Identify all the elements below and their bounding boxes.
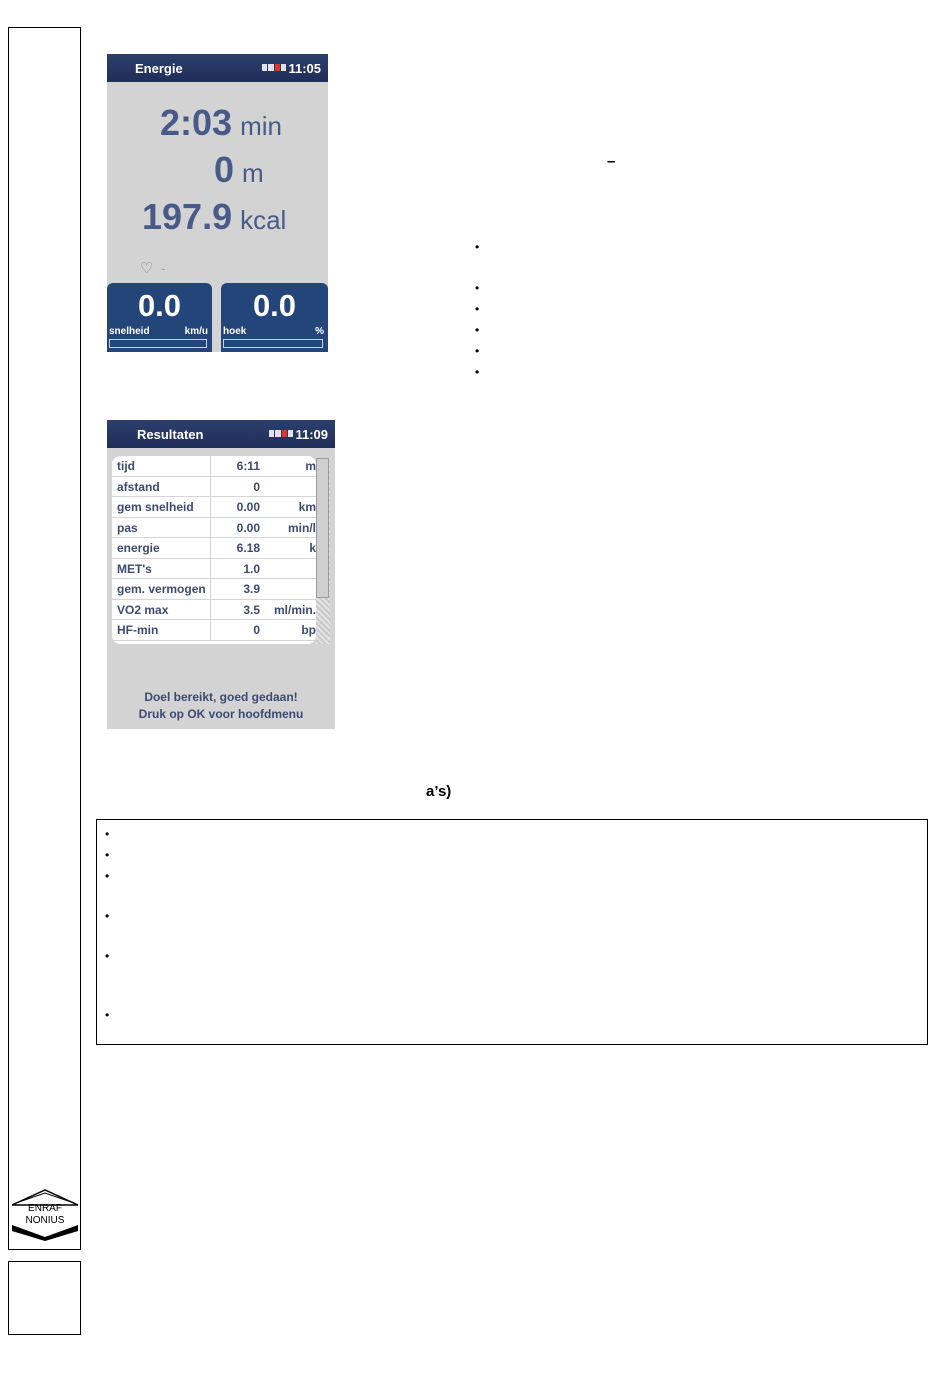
margin-frame-bottom — [8, 1261, 81, 1335]
bullet-point: • — [475, 344, 480, 358]
incline-tile: 0.0 hoek % — [221, 283, 328, 352]
row-label: afstand — [117, 479, 160, 494]
results-screen-header — [107, 420, 335, 448]
row-label: VO2 max — [117, 602, 169, 617]
column-divider — [210, 620, 211, 640]
row-value: 6:11 — [236, 459, 260, 473]
row-label: tijd — [117, 459, 135, 473]
row-unit: m — [305, 459, 316, 473]
table-row — [112, 620, 316, 641]
row-value: 0 — [253, 479, 260, 494]
column-divider — [210, 600, 211, 620]
row-unit: k — [309, 541, 316, 555]
heart-rate-value: - — [162, 264, 165, 274]
row-value: 1.0 — [243, 561, 260, 576]
column-divider — [210, 456, 211, 476]
column-divider — [210, 559, 211, 579]
table-row — [112, 518, 316, 539]
table-row — [112, 477, 316, 498]
results-table — [112, 456, 316, 644]
time-readout: 2:03 min — [160, 102, 282, 143]
scrollbar-thumb[interactable] — [316, 458, 329, 598]
table-row — [112, 456, 316, 477]
row-label: gem snelheid — [117, 500, 194, 514]
row-value: 6.18 — [236, 541, 260, 555]
energy-screen-header — [107, 54, 328, 82]
row-unit: ml/min. — [273, 602, 316, 617]
bullet-point: • — [105, 1008, 110, 1022]
clock-time: 11:09 — [295, 427, 328, 442]
bullet-point: • — [475, 323, 480, 337]
table-row — [112, 497, 316, 518]
table-row — [112, 559, 316, 580]
results-scrollbar[interactable] — [316, 458, 330, 644]
results-screen — [107, 420, 335, 729]
battery-icon — [262, 64, 286, 71]
row-label: MET's — [117, 561, 152, 576]
clock-time: 11:05 — [288, 61, 321, 76]
enraf-nonius-logo — [10, 1187, 80, 1241]
bullet-point: • — [105, 949, 110, 963]
bullet-point: • — [105, 848, 110, 862]
row-value: 0.00 — [236, 500, 260, 514]
speed-tile: 0.0 snelheid km/u — [107, 283, 212, 352]
svg-text:ENRAF: ENRAF — [28, 1203, 62, 1214]
bullet-frame-box — [96, 819, 928, 1045]
row-unit: km — [298, 500, 316, 514]
incline-bar — [223, 339, 323, 348]
table-row — [112, 538, 316, 559]
column-divider — [210, 518, 211, 538]
energy-readout: 197.9 kcal — [142, 196, 287, 237]
goal-message: Doel bereikt, goed gedaan! — [144, 690, 298, 704]
bullet-point: • — [105, 827, 110, 841]
column-divider — [210, 538, 211, 558]
bullet-point: • — [105, 909, 110, 923]
row-label: pas — [117, 520, 138, 535]
battery-icon — [269, 430, 293, 437]
margin-frame-top — [8, 27, 81, 1250]
row-value: 3.5 — [243, 602, 260, 617]
table-row — [112, 579, 316, 600]
heart-icon: ♡ — [140, 260, 154, 277]
bullet-point: • — [475, 365, 480, 379]
energy-screen — [107, 54, 328, 352]
row-value: 0.00 — [236, 520, 260, 535]
distance-readout: 0 m — [214, 149, 264, 190]
row-value: 0 — [253, 623, 260, 637]
row-label: energie — [117, 541, 160, 555]
dash-mark: – — [607, 153, 616, 170]
text-fragment: a’s) — [426, 783, 452, 800]
table-row — [112, 600, 316, 621]
screen-title: Energie — [135, 61, 183, 76]
bullet-point: • — [105, 869, 110, 883]
bullet-point: • — [475, 302, 480, 316]
row-label: HF-min — [117, 623, 159, 637]
row-unit: bp — [301, 623, 316, 637]
screen-title: Resultaten — [137, 427, 204, 442]
svg-text:NONIUS: NONIUS — [25, 1215, 65, 1226]
column-divider — [210, 477, 211, 497]
speed-bar — [109, 339, 207, 348]
bullet-point: • — [475, 240, 480, 254]
row-unit: min/l — [287, 520, 316, 535]
row-value: 3.9 — [243, 582, 260, 596]
row-label: gem. vermogen — [117, 582, 206, 596]
column-divider — [210, 579, 211, 599]
bullet-point: • — [475, 281, 480, 295]
ok-instruction: Druk op OK voor hoofdmenu — [138, 707, 304, 721]
column-divider — [210, 497, 211, 517]
